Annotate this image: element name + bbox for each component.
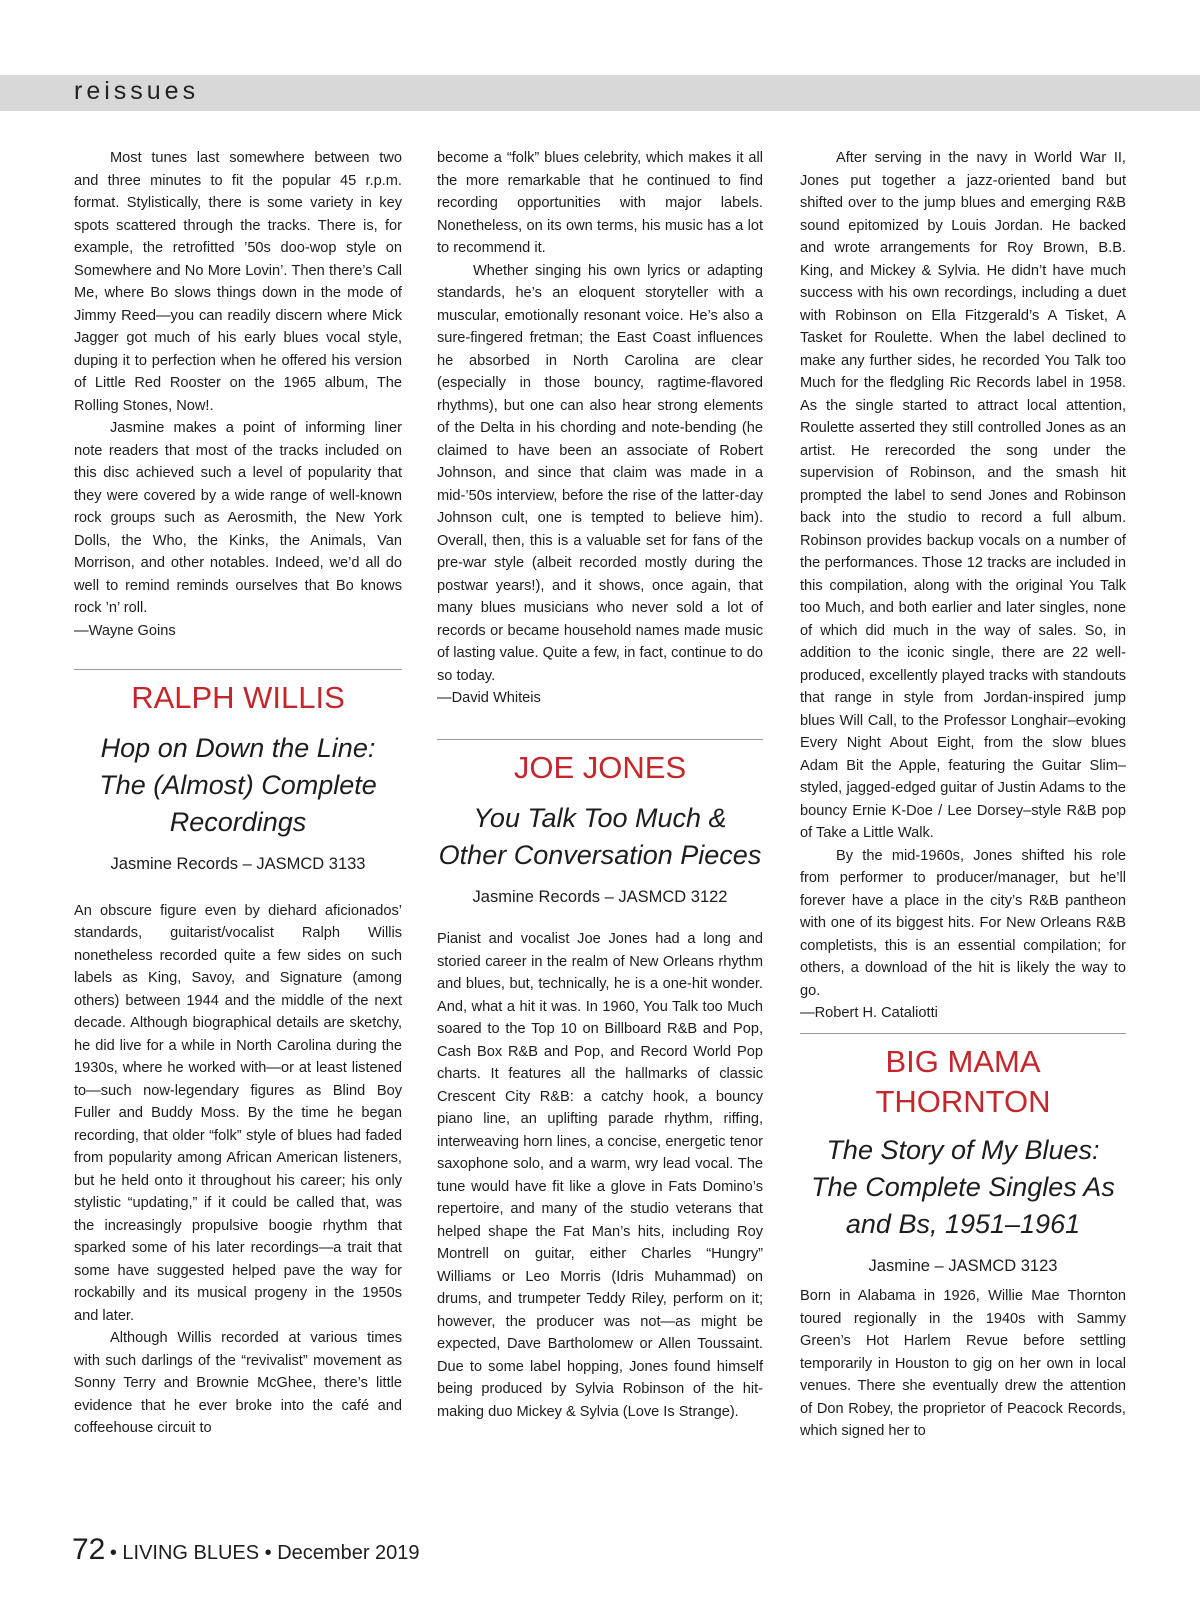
record-label: Jasmine – JASMCD 3123 xyxy=(868,1256,1058,1275)
review-byline: —Robert H. Cataliotti xyxy=(800,1005,938,1021)
review-paragraph: Although Willis recorded at various times with such darlings of the “revivalist” movement as Sonny Terry and Brownie McGhee, there’s little evidence that he ever broke into the café and coffeehouse circuit to xyxy=(74,1330,402,1436)
review-paragraph: By the mid-1960s, Jones shifted his role from performer to producer/manager, but he’ll forever have a place in the city’s R&B pantheon with one of its biggest hits. For New Orleans R&B completists, this is an essential compilation; for others, a download of the hit is likely the way to go. xyxy=(800,847,1126,999)
section-divider xyxy=(74,669,402,670)
section-header-bar xyxy=(0,75,1200,111)
review-paragraph: Pianist and vocalist Joe Jones had a long and storied career in the realm of New Orleans rhythm and blues, but, technically, he is a one-hit wonder. And, what a hit it was. In 1960, You Talk too Much soared to the Top 10 on Billboard R&B and Pop, Cash Box R&B and Pop, and Record World Pop charts. It features all the hallmarks of classic Crescent City R&B: a catchy hook, a bouncy piano line, an uplifting parade rhythm, riffing, interweaving horn lines, a concise, energetic tenor saxophone solo, and a warm, wry lead vocal. The tune would have fit like a glove in Fats Domino’s repertoire, and many of the studio veterans that helped shape the Fat Man’s hits, including Roy Montrell on guitar, either Charles “Hungry” Williams or Leo Morris (Idris Muhammad) on drums, and trumpeter Teddy Riley, perform on it; however, the producer was not—as might be expected, Dave Bartholomew or Allen Toussaint. Due to some label hopping, Jones found himself being produced by Sylvia Robinson of the hit-making duo Mickey & Sylvia (Love Is Strange). xyxy=(437,931,763,1420)
artist-heading: RALPH WILLIS xyxy=(131,680,345,715)
page-number: 72 xyxy=(72,1533,106,1566)
review-paragraph: An obscure figure even by diehard aficionados’ standards, guitarist/vocalist Ralph Willis nonetheless recorded quite a few sides on such labels as King, Savoy, and Signature (among others) between 1944 and the middle of the next decade. Although biographical details are sketchy, he did live for a while in North Carolina during the 1930s, where he worked with—or at least listened to—such now-legendary figures as Blind Boy Fuller and Buddy Moss. By the time he began recording, that older “folk” style of blues had faded from popularity among African American listeners, but he held onto it throughout his career; his only stylistic “updating,” if it could be called that, was the increasingly propulsive boogie rhythm that sparked some of his later recordings—a trait that some have suggested helped pave the way for rockabilly and its musical progeny in the 1950s and later. xyxy=(74,902,402,1324)
review-paragraph: Whether singing his own lyrics or adapting standards, he’s an eloquent storyteller with a muscular, emotionally resonant voice. He’s also a sure-fingered fretman; the East Coast influences he absorbed in North Carolina are clear (especially in those bouncy, ragtime-flavored rhythms), but one can also hear strong elements of the Delta in his chording and note-bending (he claimed to have been an associate of Robert Johnson, and since that claim was made in a mid-’50s interview, before the rise of the latter-day Johnson cult, one is tempted to believe him). Overall, then, this is a valuable set for fans of the pre-war style (albeit recorded mostly during the postwar years!), and it shows, once again, that many blues musicians who never sold a lot of records or became household names made music of lasting value. Quite a few, in fact, continue to do so today. xyxy=(437,262,763,684)
record-label: Jasmine Records – JASMCD 3133 xyxy=(110,855,366,873)
section-divider xyxy=(800,1033,1126,1034)
section-label: reissues xyxy=(74,77,200,105)
album-title: You Talk Too Much & Other Conversation Pieces xyxy=(438,802,762,870)
column-2 xyxy=(437,147,763,1423)
column-3 xyxy=(800,147,1126,1443)
review-paragraph: After serving in the navy in World War II, Jones put together a jazz-oriented band but shifted over to the jump blues and emerging R&B sound epitomized by Louis Jordan. He backed and wrote arrangements for Roy Brown, B.B. King, and Mickey & Sylvia. He didn’t have much success with his own recordings, including a duet with Robinson on Ella Fitzgerald’s A Tisket, A Tasket for Roulette. When the label declined to make any further sides, he recorded You Talk too Much for the fledgling Ric Records label in 1958. As the single started to attract local attention, Roulette asserted they still controlled Jones as an artist. He rerecorded the song under the supervision of Robinson, and the smash hit prompted the label to send Jones and Robinson back into the studio to record a full album. Robinson provides backup vocals on a number of the performances. Those 12 tracks are included in this compilation, along with the original You Talk too Much, and both earlier and later singles, none of which did much in the way of sales. So, in addition to the iconic single, there are 22 well-produced, excellently played tracks with standouts that range in style from Jordan-inspired jump blues Will Call, to the Professor Longhair–evoking Every Night About Eight, from the slow blues Adam Bit the Apple, featuring the Guitar Slim–styled, jagged-edged guitar of Justin Adams to the bouncy Ernie K-Doe / Lee Dorsey–style R&B pop of Take a Little Walk. xyxy=(800,150,1126,841)
review-byline: —Wayne Goins xyxy=(74,622,176,639)
album-title: The Story of My Blues: The Complete Singles As and Bs, 1951–1961 xyxy=(811,1134,1115,1239)
review-byline: —David Whiteis xyxy=(437,690,541,706)
artist-heading: JOE JONES xyxy=(513,749,687,785)
review-paragraph: Jasmine makes a point of informing liner note readers that most of the tracks included on this disc achieved such a level of popularity that they were covered by a wide range of well-known rock groups such as Aerosmith, the New York Dolls, the Who, the Kinks, the Animals, Van Morrison, and other notables. Indeed, we’d all do well to remind reminds ourselves that Bo knows rock ’n’ roll. xyxy=(74,420,402,616)
review-paragraph: Most tunes last somewhere between two and three minutes to fit the popular 45 r.p.m. format. Stylistically, there is some variety in key spots scattered through the tracks. There is, for example, the retrofitted ’50s doo-wop style on Somewhere and No More Lovin’. Then there’s Call Me, where Bo slows things down in the mode of Jimmy Reed—you can readily discern where Mick Jagger got much of his early blues vocal style, duping it to perfection when he offered his version of Little Red Rooster on the 1965 album, The Rolling Stones, Now!. xyxy=(74,150,402,414)
review-paragraph: Born in Alabama in 1926, Willie Mae Thornton toured regionally in the 1940s with Sammy Green’s Hot Harlem Revue before settling temporarily in Houston to gig on her own in local venues. There she eventually drew the attention of Don Robey, the proprietor of Peacock Records, which signed her to xyxy=(800,1288,1126,1439)
section-divider xyxy=(437,739,763,740)
artist-heading: BIG MAMA THORNTON xyxy=(875,1043,1051,1119)
column-1 xyxy=(74,147,402,1440)
album-title: Hop on Down the Line: The (Almost) Complete Recordings xyxy=(99,733,377,837)
magazine-issue: • LIVING BLUES • December 2019 xyxy=(109,1542,420,1564)
record-label: Jasmine Records – JASMCD 3122 xyxy=(472,887,728,906)
page-footer xyxy=(72,1533,420,1567)
review-paragraph: become a “folk” blues celebrity, which makes it all the more remarkable that he continued to find recording opportunities with major labels. Nonetheless, on its own terms, his music has a lot to recommend it. xyxy=(437,150,763,256)
